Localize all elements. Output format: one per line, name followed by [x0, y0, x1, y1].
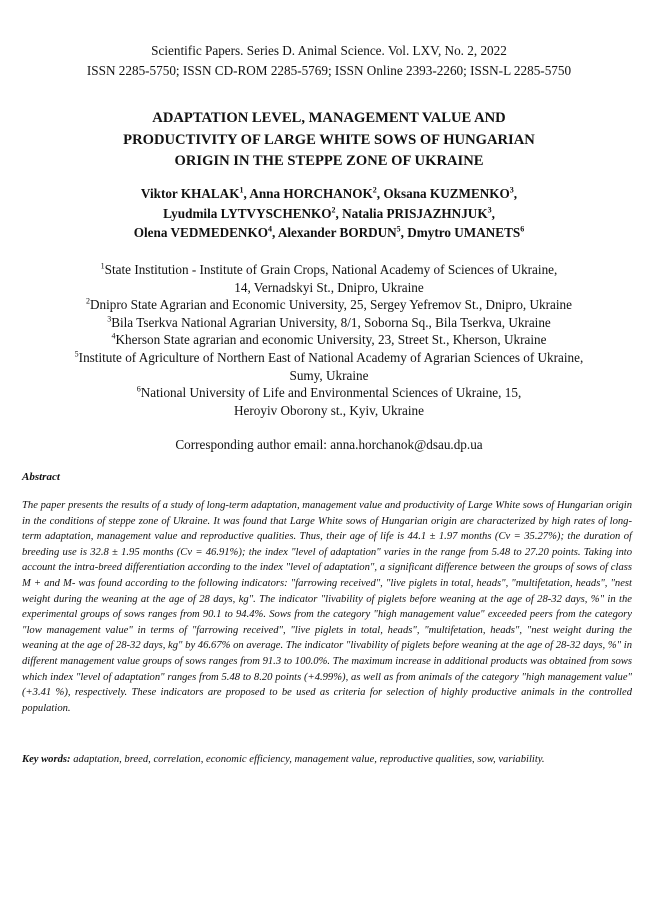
paper-title: [0, 108, 658, 173]
author-list: Viktor KHALAK$^1$, Anna HORCHANOK$^2$, Oksana KUZMENKO$^3$, Lyudmila LYTVYSCHENKO$^2$, Natalia PRISJAZHNJUK$^3$, Olena VEDMEDENKO$^4$, Alexander BORDUN$^5$, Dmytro UMANETS$^6$: [133, 185, 525, 240]
affiliation-number: 3: [107, 314, 112, 324]
author-name: Alexander BORDUN: [277, 225, 397, 240]
affiliation-continuation: Heroyiv Oborony st., Kyiv, Ukraine: [234, 402, 424, 418]
author-name: Olena VEDMEDENKO: [133, 225, 268, 240]
affiliation-text: Institute of Agriculture of Northern East of National Academy of Agrarian Sciences of Ukraine,: [78, 349, 584, 365]
affiliation-continuation: 14, Vernadskyi St., Dnipro, Ukraine: [234, 279, 424, 295]
title-line: ORIGIN IN THE STEPPE ZONE OF UKRAINE: [174, 153, 484, 169]
affiliation-text: Bila Tserkva National Agrarian University, 8/1, Soborna Sq., Bila Tserkva, Ukraine: [111, 314, 551, 330]
affiliation-text: Dnipro State Agrarian and Economic University, 25, Sergey Yefremov St., Dnipro, Ukraine: [90, 297, 572, 313]
author: [383, 186, 513, 201]
affiliation-list: [0, 261, 658, 419]
affiliation-number: 1: [100, 261, 105, 271]
author-name: Dmytro UMANETS: [407, 225, 521, 240]
author: [141, 186, 244, 201]
author-affiliation-number: 5: [396, 224, 401, 234]
author-name: Anna HORCHANOK: [249, 186, 373, 201]
abstract-heading: Abstract: [22, 471, 60, 483]
affiliation-text: State Institution - Institute of Grain Crops, National Academy of Sciences of Ukraine,: [104, 262, 558, 277]
author-affiliation-number: 2: [372, 185, 377, 195]
author: [134, 225, 272, 240]
author: [407, 225, 524, 240]
affiliation-text: Kherson State agrarian and economic University, 23, Street St., Kherson, Ukraine: [115, 332, 547, 348]
affiliation-text: National University of Life and Environmental Sciences of Ukraine, 15,: [140, 385, 522, 401]
keywords-label: Key words:: [22, 754, 71, 765]
author: [249, 186, 376, 201]
affiliation-number: 4: [111, 331, 116, 341]
title-line: ADAPTATION LEVEL, MANAGEMENT VALUE AND: [152, 110, 506, 126]
author-affiliation-number: 4: [267, 224, 272, 234]
affiliation-number: 5: [74, 349, 79, 359]
affiliation: [0, 331, 658, 349]
author-affiliation-number: 6: [520, 224, 525, 234]
abstract-text: The paper presents the results of a study of long-term adaptation, management value and productivity of Large White sows of Hungarian origin in the conditions of steppe zone of Ukraine. It was found that Large White sows of Hungarian origin are characterized by high rates of long-term adaptation, management value and reproductive qualities. Thus, their age of life is 44.1 ± 1.97 months (Cv = 35.27%); the duration of breeding use is 32.8 ± 1.95 months (Cv = 46.91%); the index "level of adaptation" varies in the range from 5.48 to 27.20 points. Taking into account the intra-breed differentiation according to the index "level of adaptation", a significant difference between the groups of sows of class M + and M- was found according to the following indicators: "farrowing received", "live piglets in total, heads", "multifetation, heads", "nest weight during the weaning at the age of 28 days, kg". The indicator "livability of piglets before weaning at the age of 28-32 days, %" in the experimental groups of sows ranges from 90.1 to 94.4%. Sows from the category "high management value" exceeded peers from the category "low management value" in terms of "farrowing received", "live piglets in total, heads", "multifetation, heads", "nest weight during the weaning at the age of 28-32 days, kg" by 46.67% on average. The indicator "livability of piglets before weaning at the age of 28-32 days, %" in different management value groups of sows ranges from 91.3 to 100.0%. The maximum increase in additional products was obtained from sows which index "level of adaptation" ranges from 5.48 to 8.20 points (+4.99%), as well as from animals of the category "high management value" (+3.41 %), respectively. These indicators are proposed to be used as criteria for selection of highly productive animals in the controlled population.: [22, 500, 632, 714]
affiliation-number: 6: [136, 384, 141, 394]
affiliation: [0, 314, 658, 332]
author-name: Natalia PRISJAZHNJUK: [342, 205, 488, 221]
corresponding-author-email: Corresponding author email: anna.horchanok@dsau.dp.ua: [175, 437, 483, 452]
affiliation: [0, 349, 658, 367]
author-name: Lyudmila LYTVYSCHENKO: [163, 205, 332, 221]
journal-header: [0, 41, 658, 81]
author: [278, 225, 401, 240]
author-affiliation-number: 2: [331, 205, 336, 215]
author-name: Oksana KUZMENKO: [383, 186, 510, 201]
journal-citation: Scientific Papers. Series D. Animal Science. Vol. LXV, No. 2, 2022: [151, 43, 507, 58]
issn-line: ISSN 2285-5750; ISSN CD-ROM 2285-5769; ISSN Online 2393-2260; ISSN-L 2285-5750: [86, 63, 572, 78]
affiliation: [0, 384, 658, 402]
author: [163, 206, 335, 221]
author: [342, 206, 491, 221]
affiliation: [0, 261, 658, 279]
author-name: Viktor KHALAK: [140, 186, 240, 201]
author-affiliation-number: 3: [509, 185, 514, 195]
keywords: [22, 752, 642, 768]
affiliation-continuation: Sumy, Ukraine: [289, 367, 369, 383]
keywords-text: adaptation, breed, correlation, economic efficiency, management value, reproductive qualities, sow, variability.: [73, 754, 545, 765]
affiliation: [0, 296, 658, 314]
author-affiliation-number: 1: [239, 185, 244, 195]
author-affiliation-number: 3: [487, 205, 492, 215]
title-line: PRODUCTIVITY OF LARGE WHITE SOWS OF HUNGARIAN: [123, 131, 535, 148]
affiliation-number: 2: [86, 296, 90, 306]
